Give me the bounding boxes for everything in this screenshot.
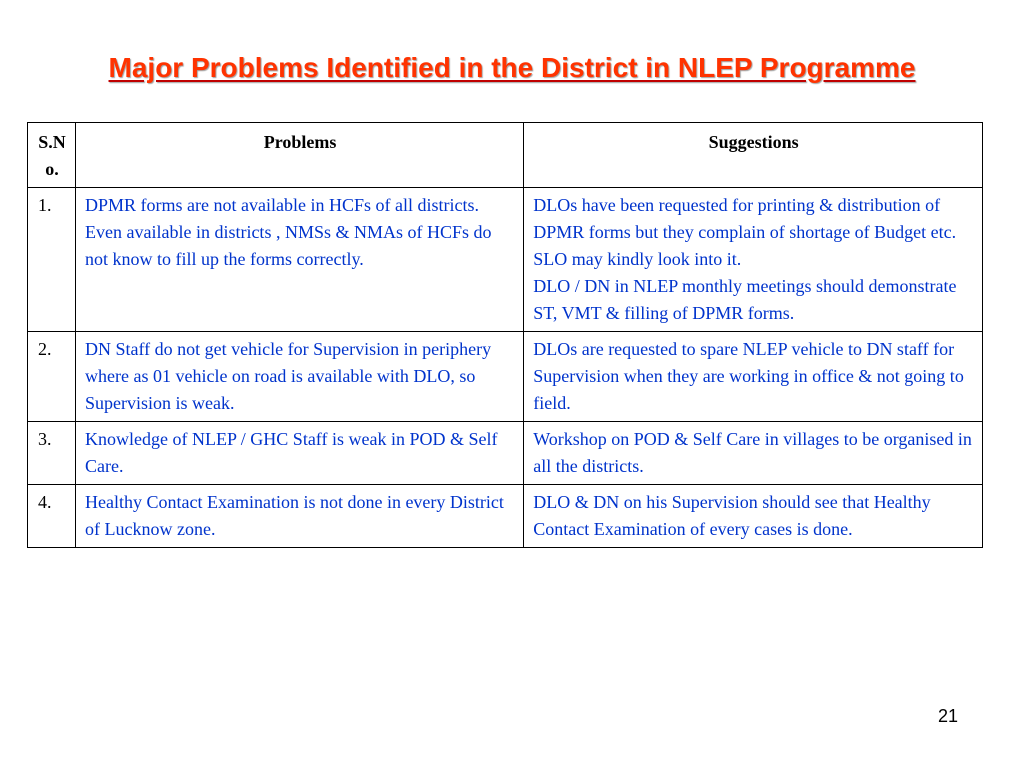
row-suggestion (524, 332, 983, 422)
table-header (28, 123, 983, 188)
suggestion-line: Workshop on POD & Self Care in villages to be organised in all the districts. (533, 429, 972, 476)
row-sno: 4. (28, 485, 76, 548)
suggestion-line: DLO & DN on his Supervision should see that Healthy Contact Examination of every cases is done. (533, 492, 931, 539)
header-row (28, 123, 983, 188)
row-sno: 1. (28, 188, 76, 332)
suggestion-line: DLOs have been requested for printing & distribution of DPMR forms but they complain of shortage of Budget etc. SLO may kindly look into it. (533, 195, 957, 269)
suggestion-line: DLOs are requested to spare NLEP vehicle to DN staff for Supervision when they are working in office & not going to field. (533, 339, 964, 413)
table-row (28, 485, 983, 548)
row-problem: Knowledge of NLEP / GHC Staff is weak in POD & Self Care. (76, 422, 524, 485)
row-suggestion (524, 422, 983, 485)
row-suggestion (524, 188, 983, 332)
row-problem: DN Staff do not get vehicle for Supervision in periphery where as 01 vehicle on road is available with DLO, so Supervision is weak. (76, 332, 524, 422)
header-suggestions: Suggestions (524, 123, 983, 188)
suggestion-line: DLO / DN in NLEP monthly meetings should demonstrate ST, VMT & filling of DPMR forms. (533, 276, 957, 323)
table-row (28, 422, 983, 485)
row-problem: DPMR forms are not available in HCFs of all districts. Even available in districts , NMSs & NMAs of HCFs do not know to fill up the forms correctly. (76, 188, 524, 332)
table-row (28, 332, 983, 422)
header-problems: Problems (76, 123, 524, 188)
page-number: 21 (937, 706, 958, 726)
slide-title: Major Problems Identified in the District in NLEP Programme (108, 52, 916, 83)
row-sno: 2. (28, 332, 76, 422)
row-sno: 3. (28, 422, 76, 485)
row-suggestion (524, 485, 983, 548)
table-row (28, 188, 983, 332)
table-body (28, 188, 983, 548)
header-sno: S.N o. (28, 123, 76, 188)
row-problem: Healthy Contact Examination is not done in every District of Lucknow zone. (76, 485, 524, 548)
problems-table (27, 122, 983, 548)
